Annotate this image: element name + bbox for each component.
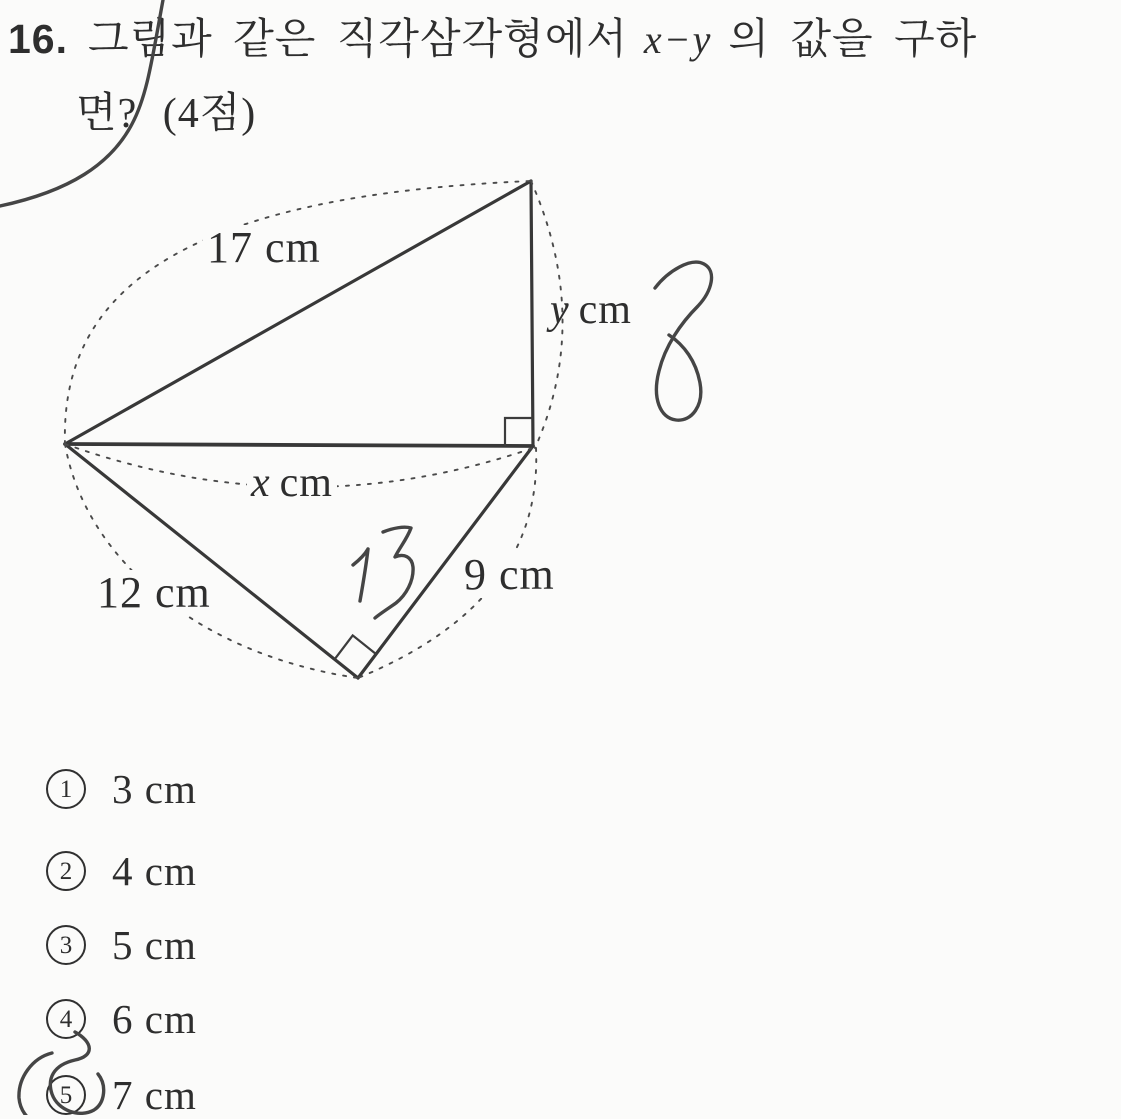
label-ycm — [546, 288, 636, 332]
choice-row-5 — [46, 1071, 197, 1119]
label-x-var: x — [251, 460, 271, 506]
handwritten-15 — [353, 527, 413, 618]
choice-circle-4: 4 — [46, 999, 86, 1039]
math-expression: x−y — [643, 17, 713, 62]
choice-circle-1: 1 — [46, 769, 86, 809]
label-xcm — [247, 461, 337, 505]
choice-row-1 — [46, 765, 197, 813]
choice-circle-3: 3 — [46, 925, 86, 965]
choice-row-2 — [46, 847, 197, 895]
right-angle-mark-bottom — [335, 635, 377, 659]
choice-label-2: 4 cm — [112, 848, 197, 894]
handwritten-8 — [655, 262, 712, 420]
label-x-unit: cm — [279, 460, 333, 506]
question-text-after-math: 의 값을 구하 — [728, 17, 978, 63]
choice-row-3 — [46, 921, 197, 969]
label-12cm: 12 cm — [93, 570, 215, 616]
label-9cm: 9 cm — [460, 552, 559, 598]
choice-circle-5: 5 — [46, 1075, 86, 1115]
question-line-1 — [8, 6, 977, 66]
side-17cm-line — [65, 181, 531, 444]
side-y-line — [531, 181, 533, 446]
question-text-before-math: 그림과 같은 직각삼각형에서 — [88, 17, 628, 63]
question-line-2: 면? (4점) — [76, 91, 257, 137]
label-y-var: y — [550, 287, 570, 333]
label-17cm: 17 cm — [203, 225, 325, 271]
choice-label-3: 5 cm — [112, 922, 197, 968]
choice-label-1: 3 cm — [112, 766, 197, 812]
dashed-arc-left-top — [65, 181, 531, 444]
right-angle-mark-right — [505, 418, 533, 446]
choice-label-4: 6 cm — [112, 996, 197, 1042]
base-x-line — [65, 444, 533, 446]
question-number: 16. — [8, 16, 68, 62]
choice-label-5: 7 cm — [112, 1072, 197, 1118]
choice-circle-2: 2 — [46, 851, 86, 891]
choice-row-4 — [46, 995, 197, 1043]
label-y-unit: cm — [578, 287, 632, 333]
